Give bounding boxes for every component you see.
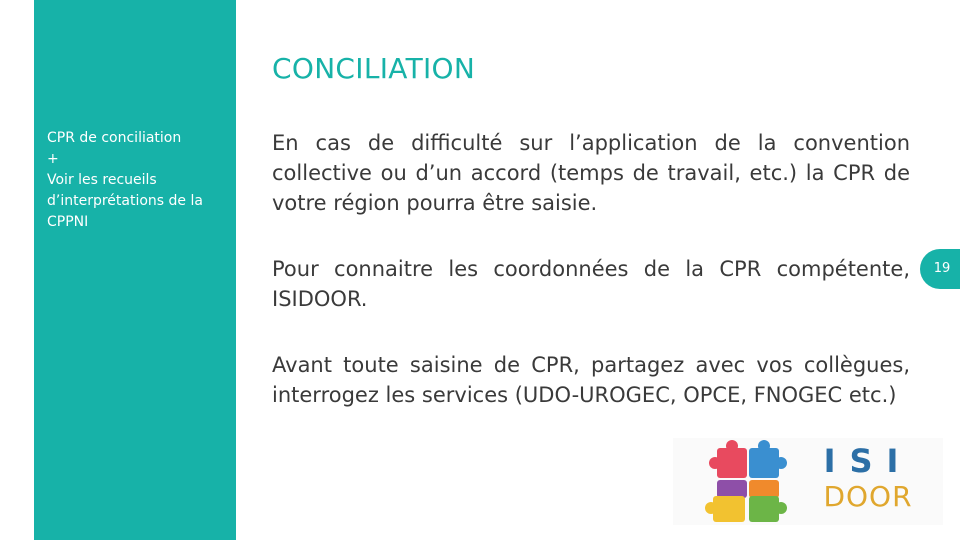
puzzle-icon <box>673 438 813 525</box>
puzzle-piece-red <box>717 448 747 478</box>
paragraph-contacts: Pour connaitre les coordonnées de la CPR compétente, ISIDOOR. <box>272 257 910 311</box>
puzzle-piece-green <box>749 496 779 522</box>
paragraph-difficulty: En cas de difficulté sur l’application de la convention collective ou d’un accord (temps de travail, etc.) la CPR de votre région pourra être saisie. <box>272 131 910 215</box>
sidebar-line: d’interprétations de la <box>47 193 203 209</box>
sidebar-note <box>47 128 227 233</box>
paragraph-before-referral: Avant toute saisine de CPR, partagez avec vos collègues, interrogez les services (UDO-UROGEC, OPCE, FNOGEC etc.) <box>272 353 910 407</box>
puzzle-piece-orange <box>749 480 779 498</box>
puzzle-piece-blue <box>749 448 779 478</box>
logo-wordmark-door: DOOR <box>823 480 913 513</box>
logo-wordmark-isi: ISI <box>823 442 913 480</box>
sidebar-panel <box>34 0 236 540</box>
puzzle-piece-yellow <box>713 496 745 522</box>
isidoor-logo <box>673 438 943 525</box>
sidebar-line: CPR de conciliation <box>47 130 182 146</box>
slide-title: CONCILIATION <box>272 52 476 85</box>
puzzle-piece-purple <box>717 480 747 498</box>
sidebar-line: + <box>47 151 59 167</box>
page-number-badge: 19 <box>920 249 960 289</box>
sidebar-line: Voir les recueils <box>47 172 157 188</box>
sidebar-line: CPPNI <box>47 214 89 230</box>
